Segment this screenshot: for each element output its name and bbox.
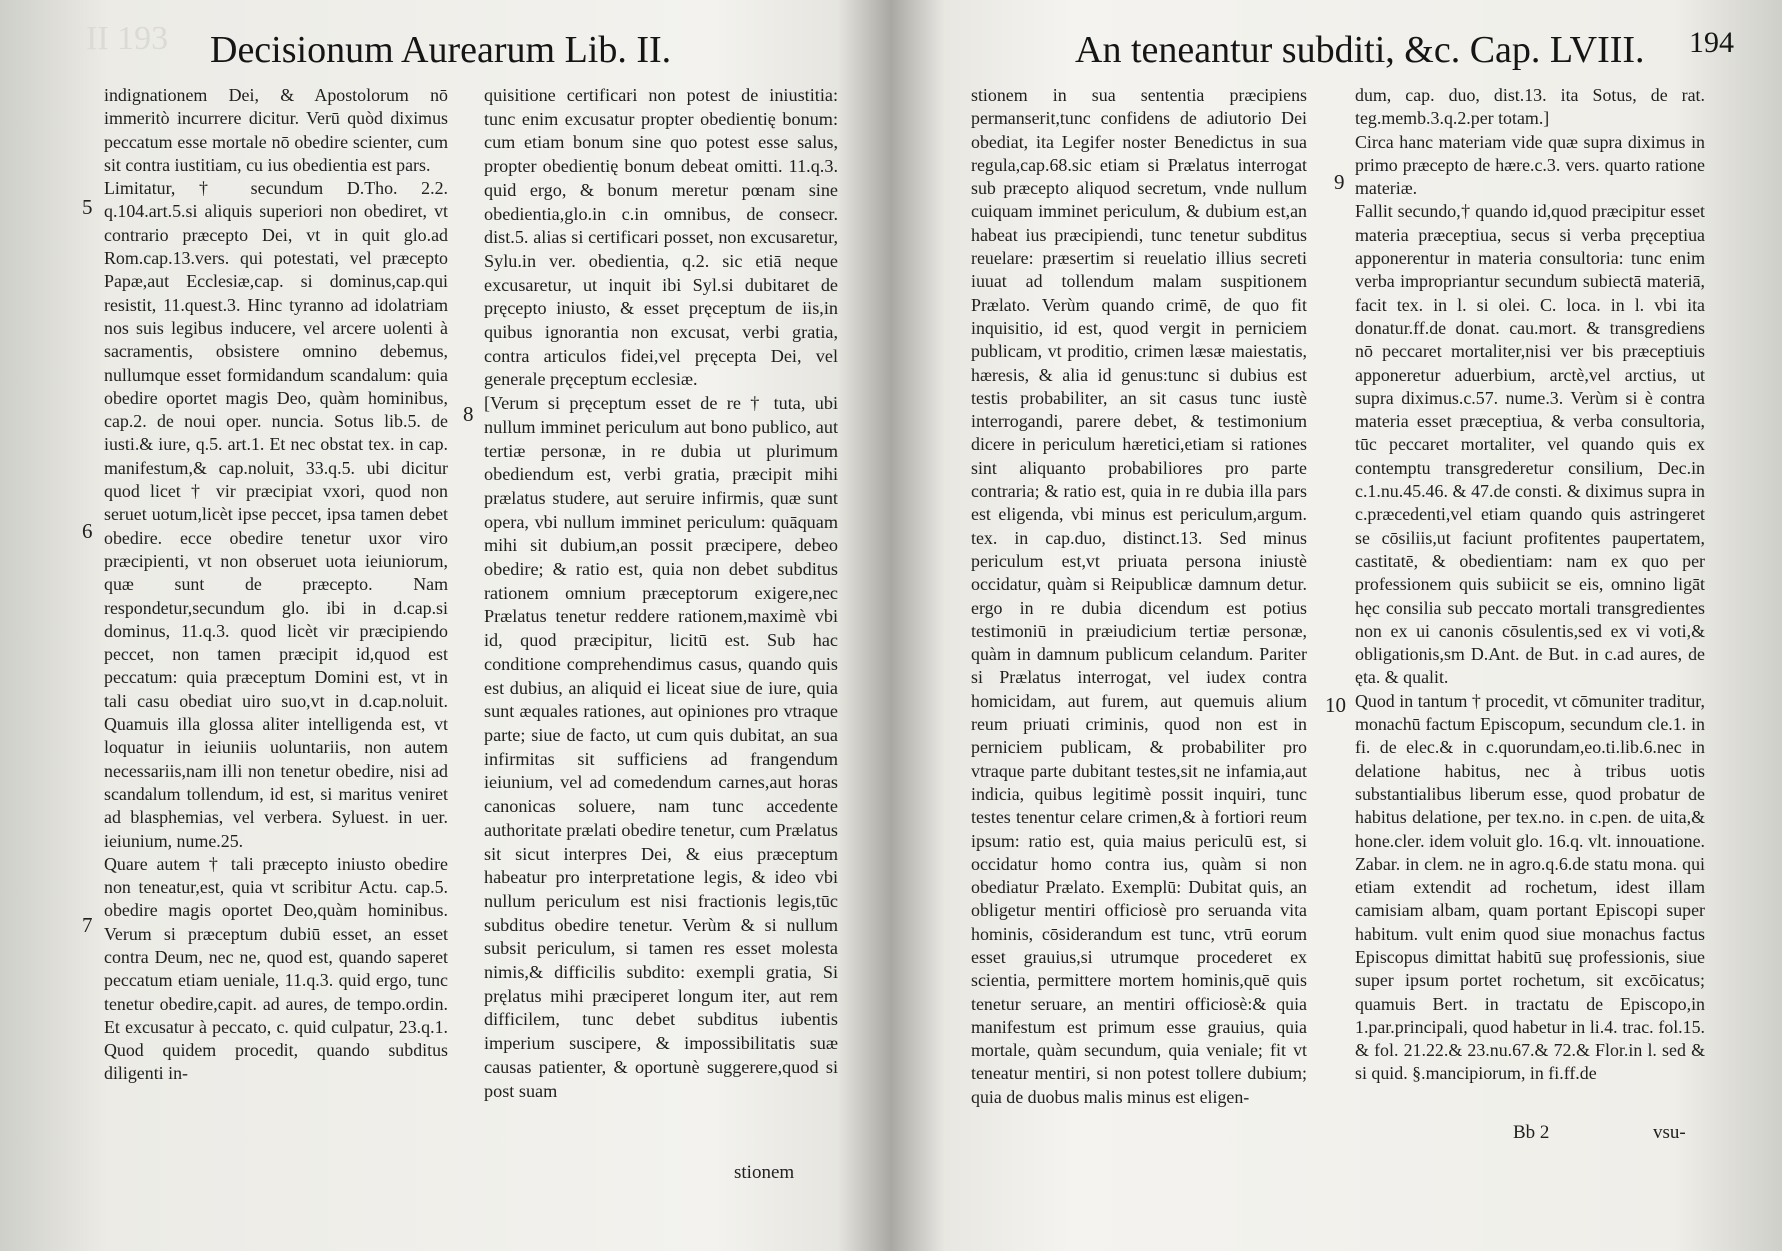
marginal-number: 8 — [463, 402, 474, 426]
column-text: stionem in sua sententia præcipiens permanserit,tunc confidens de adiutorio Dei obediat, ita Legifer noster Benedictus in sua regula,cap.68.sic etiam si Prælatus interrogat sub præcepto aliquod secretum, vnde nullum cuiquam imminet periculum, & dubium est,an habeat ius præcipiendi, tunc tenetur subditus reuelare: præsertim si reuelatio illius secreti iuuat ad tollendum malam suspitionem Prælato. Verùm quando crimē, de quo fit inquisitio, id est, quod vergit in perniciem publicam, vt proditio, crimen læsæ maiestatis, hæresis, & alia id genus:tunc si dubius est testis probabiliter, an sit casus tunc iustè interrogandi, parere debet, & testimonium dicere in periculum hæretici,etiam si rationes sint aliquanto probabiliores pro parte contraria; & ratio est, quia in re dubia illa pars est eligenda, vbi minus est periculum,argum. tex. in cap.duo, distinct.13. Sed minus periculum est,vt priuata persona iniustè occidatur, quàm si Reipublicæ damnum detur. ergo in re dubia dicendum est potius testimoniū in præiudicium tertiæ personæ, quàm in damnum publicum celandum. Pariter si Prælatus interrogat, vel iudex contra homicidam, aut furem, aut quemuis alium reum priuati criminis, quod non est in perniciem publicam, & probabiliter pro vtraque parte dubitant testes,sit ne infamia,aut indicia, quibus legitimè possit inquiri, tunc testes tenentur celare crimen,& à fortiori reum ipsum: ratio est, quia maius periculū est, si occidatur homo contra ius, quàm si non obediatur Prælato. Exemplū: Dubitat quis, an obligetur mentiri officiosè pro seruanda vita hominis, cōsiderandum est tunc, vtrū eorum esset grauius,si utrumque procederet ex scientia, permittere mortem hominis,quē quis tenetur seruare, an mentiri officiosè:& quia manifestum est primum esse grauius, quia mortale, quàm secundum, quia veniale; fit vt teneatur mentiri, si non potest tollere dubium; quia de duobus malis minus est eligen- — [971, 85, 1307, 1107]
column-text: indignationem Dei, & Apostolorum nō immeritò incurrere dicitur. Verū quòd diximus peccatum esse mortale nō obedire scienter, cum sit contra iustitiam, cu ius obedientia est pars. Limitatur, † secundum D.Tho. 2.2. q.104.art.5.si aliquis superiori non obediret, vt contrario præcepto Dei, vt in quit glo.ad Rom.cap.13.vers. qui potestati, vel præcepto Papæ,aut Ecclesiæ,cap. si dominus,cap.qui resistit, 11.quest.3. Hinc tyranno ad idolatriam nos suis legibus inducere, vel arcere uolenti à sacramentis, obsistere omnino debemus, nullumque esset formidandum scandalum: quia obedire oportet magis Deo, quàm hominibus, cap.2. de noui oper. nuncia. Sotus lib.5. de iusti.& iure, q.5. art.1. Et nec obstat tex. in cap. manifestum,& cap.noluit, 33.q.5. ubi dicitur quod licet † vir præcipiat vxori, quod non seruet uotum,licèt ipse peccet, ipsa tamen debet obedire. ecce obedire tenetur uxor viro præcipienti, vt non obseruet uota ieiuniorum, quæ sunt de præcepto. Nam respondetur,secundum glo. ibi in d.cap.si dominus, 11.q.3. quod licèt vir præcipiendo peccet, non tamen præcipit id,quod est peccatum: quia præceptum Domini est, vt in tali casu obediat uiro suo,vt in d.cap.noluit. Quamuis illa glossa aliter intelligenda est, vt loquatur in ieiuniis uoluntariis, non autem necessariis,nam illi non tenetur obedire, nisi ad scandalum tollendum, id est, si maritus veniret ad blasphemias, vel verbera. Syluest. in uer. ieiunium, nume.25. Quare autem † tali præcepto iniusto obedire non teneatur,est, quia vt scribitur Actu. cap.5. obedire magis oportet Deo,quàm hominibus. Verum si præceptum dubiū esset, an esset contra Deum, nec ne, quod est, quando saperet peccatum etiam ueniale, 11.q.3. quid ergo, tunc tenetur obedire,capit. ad aures, de tempo.ordin. Et excusatur à peccato, c. quid culpatur, 23.q.1. Quod quidem procedit, quando subditus diligenti in- — [104, 85, 448, 1084]
right-page — [891, 0, 1782, 1251]
catchword: stionem — [734, 1162, 795, 1183]
page-number: 194 — [1689, 26, 1734, 59]
right-column-1 — [971, 84, 1307, 1109]
column-text: dum, cap. duo, dist.13. ita Sotus, de rat. teg.memb.3.q.2.per totam.] Circa hanc materiam vide quæ supra diximus in primo præcepto de hære.c.3. vers. quarto ratione materiæ. Fallit secundo,† quando id,quod præcipitur esset materia præceptiua, secus si verba pręceptiua apponerentur in materia consultoria: tunc enim verba impropriantur secundum subiectā materiā, facit tex. in l. si olei. C. loca. in l. vbi ita donatur.ff.de donat. cau.mort. & transgrediens nō peccaret mortaliter,nisi ver bis præceptiuis apponeretur aduerbium, arctè,vel arctius, ut supra diximus.c.57. nume.3. Verùm si è contra materia esset præceptiua, & verba consultoria, tūc peccaret mortaliter, vel quando quis ex contemptu transgrederetur consilium, Dec.in c.1.nu.45.46. & 47.de consti. & diximus supra in c.præcedenti,vel etiam quando quis astringeret se cōsiliis,ut faciunt profitentes paupertatem, castitatē, & obedientiam: nam ex quo per professionem quis subiicit se eis, omnino ligāt hęc consilia sub peccato mortali transgredientes non ex ui canonis cōsulentis,sed ex vi voti,& obligationis,sm D.Ant. de But. in c.ad aures, de ęta. & qualit. Quod in tantum † procedit, vt cōmuniter traditur, monachū factum Episcopum, secundum cle.1. in fi. de elec.& in c.quorundam,eo.ti.lib.6.nec in delatione habitus, nec à tribus uotis substantialibus liberum esse, quod probatur de habitus delatione, per tex.no. in c.pen. de uita,& hone.cler. idem voluit glo. 16.q. vlt. innouatione. Zabar. in clem. ne in agro.q.6.de statu mona. qui etiam extendit ad rochetum, idest illam camisiam albam, quam portant Episcopi super habitum. vult enim quod siue monachus factus Episcopus dimittat habitū suę professionis, siue super ipsum portet rochetum, sit excōicatus; quamuis Bert. in tractatu de Episcopo,in 1.par.principali, quod habetur in li.4. trac. fol.15. & fol. 21.22.& 23.nu.67.& 72.& Flor.in l. sed & si quid. §.mancipiorum, in fi.ff.de — [1355, 85, 1705, 1084]
marginal-number: 9 — [1334, 170, 1345, 194]
signature-line: Bb 2 — [1513, 1122, 1550, 1143]
running-head-right: An teneantur subditi, &c. Cap. LVIII. — [1075, 29, 1645, 71]
right-column-2 — [1355, 84, 1705, 1086]
marginal-number: 7 — [82, 913, 93, 937]
bleed-through-text: ΙΙ 193 — [86, 20, 169, 57]
running-head-left: Decisionum Aurearum Lib. II. — [210, 29, 672, 71]
left-column-2 — [484, 84, 838, 1103]
left-column-1 — [104, 84, 448, 1086]
marginal-number: 10 — [1325, 693, 1346, 717]
marginal-number: 6 — [82, 519, 93, 543]
column-text: quisitione certificari non potest de iniustitia: tunc enim excusatur propter obedientię bonum: cum etiam bonum sine quo potest esse salus, propter obedientię bonum debeat omitti. 11.q.3. quid ergo, & bonum meretur pœnam sine obedientia,glo.in c.in omnibus, de consecr. dist.5. alias si certificari posset, non excusaretur, Sylu.in ver. obedientia, q.2. sic etiā neque excusaretur, ut inquit ibi Syl.si dubitaret de pręcepto iniusto, & esset pręceptum de iis,in quibus ignorantia non excusat, verbi gratia, contra articulos fidei,vel pręcepta Dei, vel generale pręceptum ecclesiæ. [Verum si pręceptum esset de re † tuta, ubi nullum imminet periculum aut bono publico, aut tertiæ personæ, in re dubia ut plurimum obediendum est, verbi gratia, præcipit mihi prælatus studere, aut seruire infirmis, quæ sunt opera, vbi nullum imminet periculum: quāquam mihi sit dubium,an possit præcipere, debeo obedire; & ratio est, quia non debet subditus rationem omnium præceptorum exigere,nec Prælatus tenetur reddere rationem,maximè vbi id, quod præcipitur, licitū est. Sub hac conditione comprehendimus casus, quando quis est dubius, an aliquid ei liceat siue de iure, quia sunt æquales rationes, aut opiniones pro vtraque parte; siue de facto, ut cum quis dubitat, an sua infirmitas sit sufficiens ad frangendum ieiunium, vel ad comedendum carnes,aut horas canonicas soluere, nam tunc accedente authoritate prælati obedire tenetur, cum Prælatus sit sicut interpres Dei, & eius præceptum habeatur pro interpretatione legis, & ideo vbi nullum periculum est nisi fractionis legis,tūc subditus obedire tenetur. Verùm & si nullum subsit periculum, si tamen res esset molesta nimis,& difficilis subdito: exempli gratia, Si pręlatus mihi præciperet longum iter, aut rem difficilem, tunc debet subditus iubentis imperium suscipere, & impossibilitatis suæ causas patienter, & oportunè suggerere,quod si post suam — [484, 85, 838, 1101]
marginal-number: 5 — [82, 195, 93, 219]
catchword: vsu- — [1653, 1122, 1686, 1143]
